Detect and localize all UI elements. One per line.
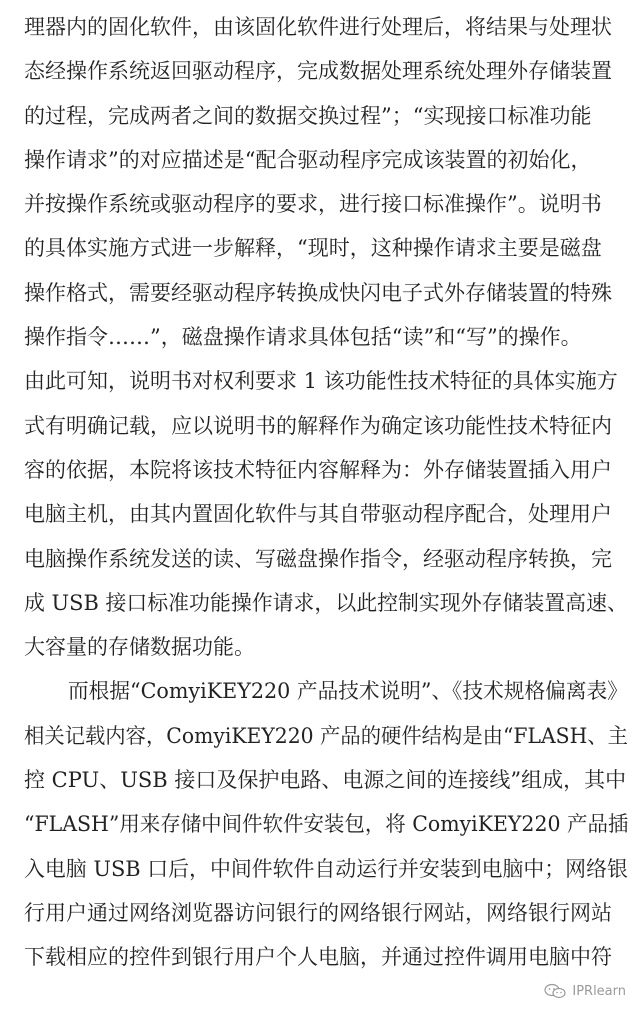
text-line: 操作指令……”，磁盘操作请求具体包括“读”和“写”的操作。 [24,325,582,349]
text-line: 下载相应的控件到银行用户个人电脑，并通过控件调用电脑中符 [24,945,612,969]
watermark [544,983,626,999]
text-line: 态经操作系统返回驱动程序，完成数据处理系统处理外存储装置 [24,59,612,83]
text-line: 容的依据，本院将该技术特征内容解释为：外存储装置插入用户 [24,458,612,482]
watermark-text: IPRlearn [572,983,626,999]
text-line: 大容量的存储数据功能。 [24,635,255,659]
text-line: 控 CPU、USB 接口及保护电路、电源之间的连接线”组成，其中 [24,768,627,792]
text-line: 操作请求”的对应描述是“配合驱动程序完成该装置的初始化， [24,148,592,172]
text-line: 的过程，完成两者之间的数据交换过程”；“实现接口标准功能 [24,104,592,128]
text-line: 式有明确记载，应以说明书的解释作为确定该功能性技术特征内 [24,414,612,438]
text-line: 入电脑 USB 口后，中间件软件自动运行并安装到电脑中；网络银 [24,857,628,881]
text-line: 并按操作系统或驱动程序的要求，进行接口标准操作”。说明书 [24,192,602,216]
text-line: 电脑主机，由其内置固化软件与其自带驱动程序配合，处理用户 [24,502,612,526]
text-line: 行用户通过网络浏览器访问银行的网络银行网站，网络银行网站 [24,901,612,925]
paragraph-first-line: 而根据“ComyiKEY220 产品技术说明”、《技术规格偏离表》 [68,679,628,703]
text-line: 电脑操作系统发送的读、写磁盘操作指令，经驱动程序转换，完 [24,547,612,571]
text-line: 理器内的固化软件，由该固化软件进行处理后，将结果与处理状 [24,15,612,39]
text-line: 的具体实施方式进一步解释，“现时，这种操作请求主要是磁盘 [24,236,602,260]
text-line: 成 USB 接口标准功能操作请求，以此控制实现外存储装置高速、 [24,591,628,615]
text-line: 相关记载内容，ComyiKEY220 产品的硬件结构是由“FLASH、主 [24,724,628,748]
wechat-icon [544,983,566,999]
text-line: 操作格式，需要经驱动程序转换成快闪电子式外存储装置的特殊 [24,281,612,305]
text-line: “FLASH”用来存储中间件软件安装包，将 ComyiKEY220 产品插 [24,812,629,836]
text-line: 由此可知，说明书对权利要求 1 该功能性技术特征的具体实施方 [24,369,618,393]
